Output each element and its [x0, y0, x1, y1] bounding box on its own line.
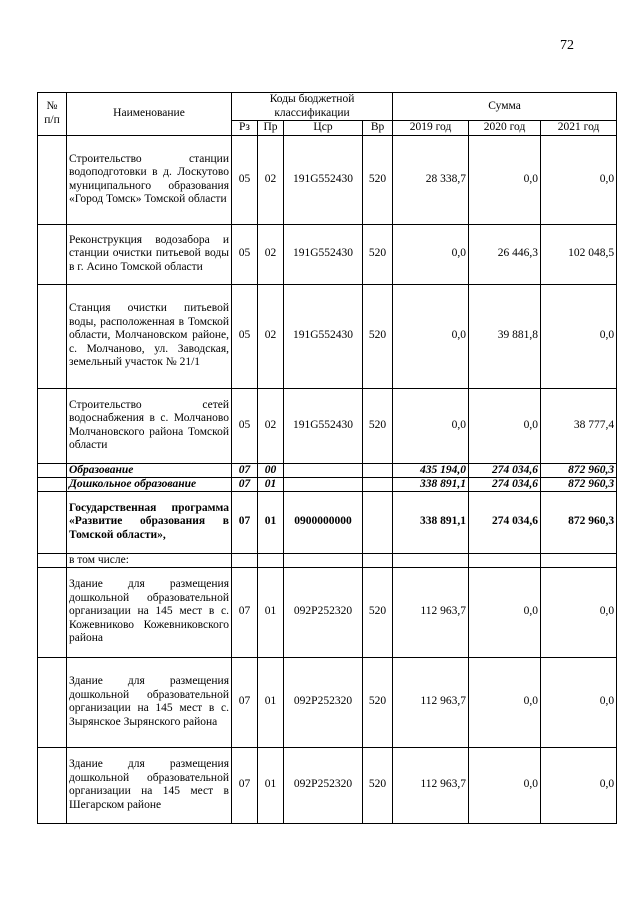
table-row — [38, 657, 617, 747]
row-vr-cell: 520 — [363, 284, 393, 388]
col-codes-header: Коды бюджетной классификации — [232, 93, 393, 121]
row-csr-cell: 092P252320 — [284, 567, 363, 657]
row-csr-cell — [284, 463, 363, 477]
row-2020-cell: 274 034,6 — [469, 491, 541, 553]
row-2020-cell: 0,0 — [469, 135, 541, 224]
row-pr-cell: 02 — [258, 135, 284, 224]
row-vr-cell: 520 — [363, 135, 393, 224]
table-row — [38, 388, 617, 463]
table-row-section — [38, 463, 617, 477]
row-vr-cell — [363, 463, 393, 477]
col-2021-header: 2021 год — [541, 121, 617, 136]
row-vr-cell — [363, 477, 393, 491]
row-num-cell — [38, 491, 67, 553]
row-vr-cell: 520 — [363, 657, 393, 747]
row-csr-cell: 092P252320 — [284, 747, 363, 823]
table-row-label — [38, 553, 617, 567]
row-2019-cell: 112 963,7 — [393, 657, 469, 747]
col-2020-header: 2020 год — [469, 121, 541, 136]
table-header-row — [38, 93, 617, 121]
col-vr-header: Вр — [363, 121, 393, 136]
row-2019-cell — [393, 553, 469, 567]
col-num-header: № п/п — [38, 93, 67, 136]
row-rz-cell: 05 — [232, 284, 258, 388]
row-pr-cell: 01 — [258, 657, 284, 747]
row-name-cell: Станция очистки питьевой воды, расположенная в Томской области, Молчановском районе, с. Молчаново, ул. Заводская, земельный участок № 21/1 — [67, 284, 232, 388]
row-pr-cell: 01 — [258, 477, 284, 491]
table-row — [38, 224, 617, 284]
row-2020-cell: 274 034,6 — [469, 463, 541, 477]
row-rz-cell: 07 — [232, 491, 258, 553]
row-2019-cell: 435 194,0 — [393, 463, 469, 477]
row-2019-cell: 28 338,7 — [393, 135, 469, 224]
row-2021-cell: 38 777,4 — [541, 388, 617, 463]
row-pr-cell: 00 — [258, 463, 284, 477]
row-vr-cell — [363, 553, 393, 567]
row-2020-cell: 26 446,3 — [469, 224, 541, 284]
row-num-cell — [38, 463, 67, 477]
row-vr-cell: 520 — [363, 567, 393, 657]
row-2021-cell: 0,0 — [541, 657, 617, 747]
budget-table — [37, 92, 617, 824]
row-2021-cell: 0,0 — [541, 135, 617, 224]
row-name-cell: Здание для размещения дошкольной образовательной организации на 145 мест в с. Кожевниково Кожевниковского района — [67, 567, 232, 657]
row-name-cell: Реконструкция водозабора и станции очистки питьевой воды в г. Асино Томской области — [67, 224, 232, 284]
row-2019-cell: 338 891,1 — [393, 477, 469, 491]
row-2019-cell: 0,0 — [393, 284, 469, 388]
col-2019-header: 2019 год — [393, 121, 469, 136]
row-pr-cell: 02 — [258, 224, 284, 284]
row-pr-cell: 02 — [258, 284, 284, 388]
row-num-cell — [38, 567, 67, 657]
row-csr-cell: 191G552430 — [284, 135, 363, 224]
row-2021-cell — [541, 553, 617, 567]
row-num-cell — [38, 477, 67, 491]
row-num-cell — [38, 747, 67, 823]
row-num-cell — [38, 284, 67, 388]
row-csr-cell: 0900000000 — [284, 491, 363, 553]
row-2020-cell: 39 881,8 — [469, 284, 541, 388]
row-2021-cell: 0,0 — [541, 284, 617, 388]
row-csr-cell: 191G552430 — [284, 388, 363, 463]
row-name-cell: Здание для размещения дошкольной образовательной организации на 145 мест в с. Зырянское Зырянского района — [67, 657, 232, 747]
row-vr-cell: 520 — [363, 224, 393, 284]
row-pr-cell: 02 — [258, 388, 284, 463]
col-csr-header: Цср — [284, 121, 363, 136]
row-2019-cell: 0,0 — [393, 224, 469, 284]
row-pr-cell: 01 — [258, 567, 284, 657]
row-csr-cell: 092P252320 — [284, 657, 363, 747]
row-csr-cell — [284, 553, 363, 567]
row-num-cell — [38, 657, 67, 747]
row-num-cell — [38, 553, 67, 567]
row-2019-cell: 338 891,1 — [393, 491, 469, 553]
row-csr-cell: 191G552430 — [284, 224, 363, 284]
row-2020-cell: 0,0 — [469, 657, 541, 747]
table-row — [38, 135, 617, 224]
row-rz-cell: 05 — [232, 135, 258, 224]
row-2019-cell: 112 963,7 — [393, 747, 469, 823]
row-2021-cell: 0,0 — [541, 747, 617, 823]
col-name-header: Наименование — [67, 93, 232, 136]
table-row-subsection — [38, 477, 617, 491]
row-2021-cell: 872 960,3 — [541, 463, 617, 477]
row-name-cell: Строительство станции водоподготовки в д. Лоскутово муниципального образования «Город Томск» Томской области — [67, 135, 232, 224]
row-rz-cell: 07 — [232, 657, 258, 747]
row-rz-cell: 07 — [232, 567, 258, 657]
col-sum-header: Сумма — [393, 93, 617, 121]
row-2021-cell: 872 960,3 — [541, 477, 617, 491]
page-number: 72 — [560, 38, 574, 53]
row-rz-cell — [232, 553, 258, 567]
row-rz-cell: 07 — [232, 463, 258, 477]
table-row — [38, 747, 617, 823]
row-2021-cell: 102 048,5 — [541, 224, 617, 284]
row-rz-cell: 05 — [232, 224, 258, 284]
row-pr-cell: 01 — [258, 747, 284, 823]
table-row-program — [38, 491, 617, 553]
row-name-cell: Здание для размещения дошкольной образовательной организации на 145 мест в Шегарском районе — [67, 747, 232, 823]
row-2020-cell: 0,0 — [469, 747, 541, 823]
row-2020-cell: 274 034,6 — [469, 477, 541, 491]
row-name-cell: Государственная программа «Развитие образования в Томской области», — [67, 491, 232, 553]
row-csr-cell — [284, 477, 363, 491]
row-2020-cell: 0,0 — [469, 388, 541, 463]
row-2019-cell: 0,0 — [393, 388, 469, 463]
row-name-cell: в том числе: — [67, 553, 232, 567]
row-num-cell — [38, 135, 67, 224]
row-num-cell — [38, 224, 67, 284]
row-2019-cell: 112 963,7 — [393, 567, 469, 657]
row-num-cell — [38, 388, 67, 463]
table-row — [38, 567, 617, 657]
row-pr-cell — [258, 553, 284, 567]
row-pr-cell: 01 — [258, 491, 284, 553]
row-name-cell: Образование — [67, 463, 232, 477]
row-vr-cell: 520 — [363, 747, 393, 823]
row-rz-cell: 07 — [232, 477, 258, 491]
row-2020-cell: 0,0 — [469, 567, 541, 657]
col-pr-header: Пр — [258, 121, 284, 136]
row-csr-cell: 191G552430 — [284, 284, 363, 388]
row-2021-cell: 872 960,3 — [541, 491, 617, 553]
table-row — [38, 284, 617, 388]
row-rz-cell: 07 — [232, 747, 258, 823]
row-name-cell: Дошкольное образование — [67, 477, 232, 491]
row-2020-cell — [469, 553, 541, 567]
row-name-cell: Строительство сетей водоснабжения в с. Молчаново Молчановского района Томской области — [67, 388, 232, 463]
row-vr-cell — [363, 491, 393, 553]
col-rz-header: Рз — [232, 121, 258, 136]
row-vr-cell: 520 — [363, 388, 393, 463]
row-rz-cell: 05 — [232, 388, 258, 463]
row-2021-cell: 0,0 — [541, 567, 617, 657]
